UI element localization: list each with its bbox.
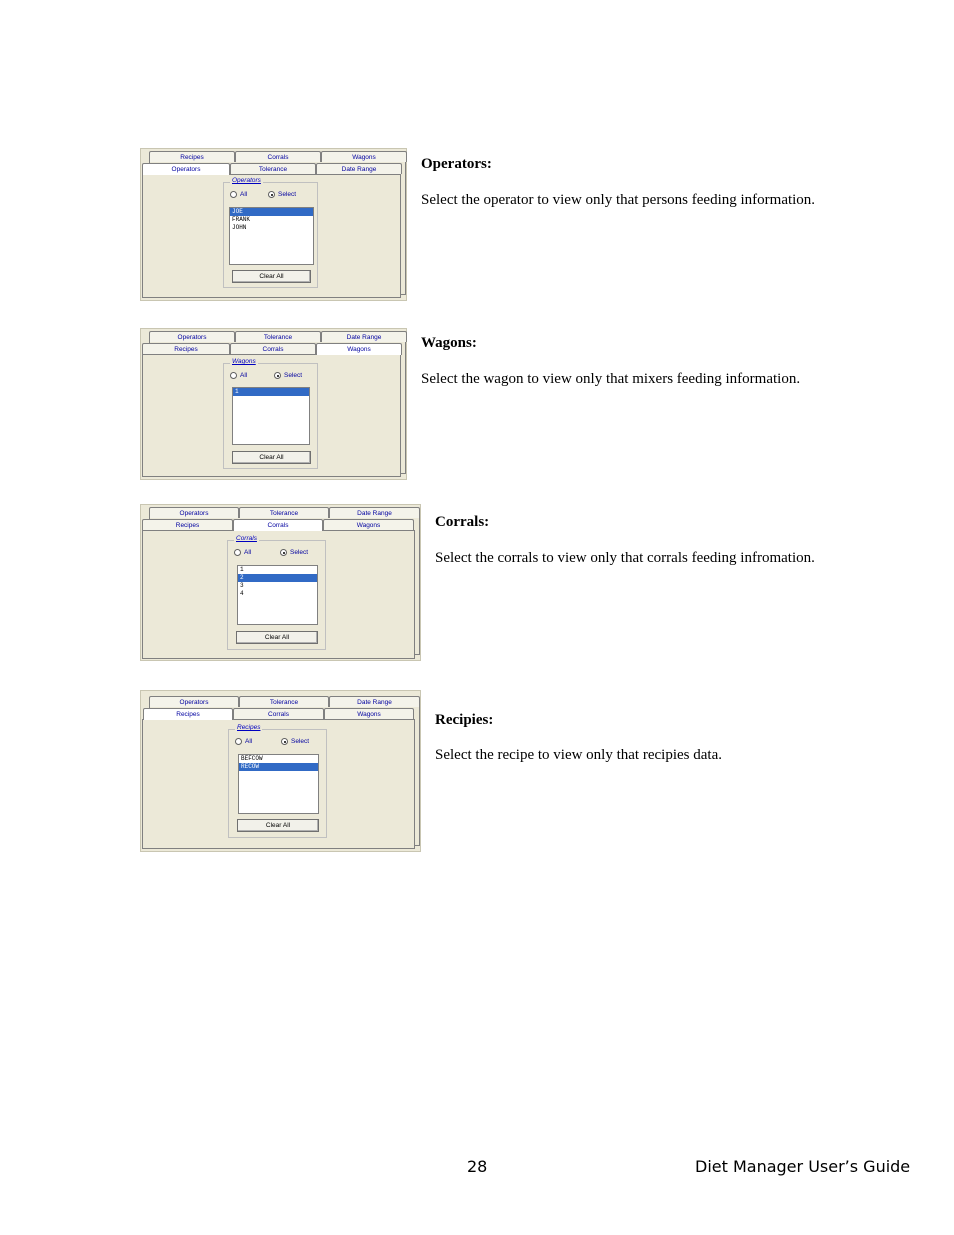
operators-group — [223, 177, 318, 288]
section-description: Select the wagon to view only that mixers feeding information. — [421, 371, 801, 387]
tab-wagons[interactable]: Wagons — [323, 519, 414, 530]
tab-row-front — [141, 343, 406, 355]
radio-select-label: Select — [284, 372, 303, 379]
list-item[interactable]: JOE — [230, 208, 313, 216]
radio-select-label: Select — [291, 738, 310, 745]
radio-all[interactable] — [230, 372, 247, 379]
list-item[interactable]: 2 — [238, 574, 317, 582]
radio-all[interactable] — [234, 549, 251, 556]
tab-operators[interactable]: Operators — [149, 507, 239, 518]
tab-row-front — [141, 708, 420, 720]
tab-row-back — [141, 331, 406, 343]
radio-all-dot[interactable] — [234, 549, 241, 556]
tab-wagons[interactable]: Wagons — [324, 708, 414, 719]
tab-wagons[interactable]: Wagons — [316, 343, 402, 355]
tab-row-front — [141, 163, 406, 175]
list-item[interactable]: 1 — [233, 388, 309, 396]
radio-all[interactable] — [235, 738, 252, 745]
operators-listbox[interactable] — [229, 207, 314, 265]
tab-tolerance[interactable]: Tolerance — [239, 507, 329, 518]
radio-row — [230, 372, 311, 382]
radio-select-label: Select — [278, 191, 297, 198]
corrals-listbox[interactable] — [237, 565, 318, 625]
radio-select-dot[interactable] — [268, 191, 275, 198]
section-heading: Operators: — [421, 156, 492, 172]
radio-row — [235, 738, 320, 748]
tab-row-back — [141, 151, 406, 163]
wagons-group — [223, 358, 318, 469]
radio-row — [234, 549, 319, 559]
tab-corrals[interactable]: Corrals — [235, 151, 321, 162]
section-heading: Corrals: — [435, 514, 490, 530]
section-description: Select the corrals to view only that corrals feeding infromation. — [435, 550, 815, 566]
section-heading: Recipies: — [435, 712, 494, 728]
radio-select-dot[interactable] — [281, 738, 288, 745]
tab-recipes[interactable]: Recipes — [142, 519, 233, 530]
tab-tolerance[interactable]: Tolerance — [230, 163, 316, 174]
tab-operators[interactable]: Operators — [142, 163, 230, 175]
group-title: Corrals — [236, 535, 257, 542]
tab-operators[interactable]: Operators — [149, 696, 239, 707]
group-title: Operators — [232, 177, 261, 184]
tab-recipes[interactable]: Recipes — [143, 708, 233, 720]
tab-wagons[interactable]: Wagons — [321, 151, 407, 162]
tab-date-range[interactable]: Date Range — [329, 507, 420, 518]
radio-all-dot[interactable] — [230, 191, 237, 198]
tab-recipes[interactable]: Recipes — [149, 151, 235, 162]
tab-corrals[interactable]: Corrals — [233, 519, 323, 531]
tab-row-back — [141, 507, 420, 519]
section-description: Select the recipe to view only that recipies data. — [435, 747, 722, 763]
radio-select-dot[interactable] — [280, 549, 287, 556]
recipes-listbox[interactable] — [238, 754, 319, 814]
clear-all-button[interactable]: Clear All — [232, 451, 311, 464]
screenshot-operators — [140, 148, 407, 301]
tab-date-range[interactable]: Date Range — [329, 696, 420, 707]
list-item[interactable]: 4 — [240, 590, 244, 597]
radio-all-label: All — [244, 549, 252, 556]
wagons-listbox[interactable] — [232, 387, 310, 445]
tab-row-back — [141, 696, 420, 708]
list-item[interactable]: RECOW — [239, 763, 318, 771]
group-title: Wagons — [232, 358, 256, 365]
radio-select[interactable] — [281, 738, 309, 745]
tab-tolerance[interactable]: Tolerance — [239, 696, 329, 707]
screenshot-wagons — [140, 328, 407, 480]
clear-all-button[interactable]: Clear All — [237, 819, 319, 832]
radio-select-label: Select — [290, 549, 309, 556]
radio-all-label: All — [245, 738, 253, 745]
screenshot-corrals — [140, 504, 421, 661]
tab-date-range[interactable]: Date Range — [316, 163, 402, 174]
tab-corrals[interactable]: Corrals — [233, 708, 324, 719]
guide-title: Diet Manager User’s Guide — [695, 1157, 911, 1176]
list-item[interactable]: FRANK — [232, 216, 251, 223]
tab-operators[interactable]: Operators — [149, 331, 235, 342]
clear-all-button[interactable]: Clear All — [232, 270, 311, 283]
section-heading: Wagons: — [421, 335, 477, 351]
recipes-group — [228, 724, 327, 838]
tab-row-front — [141, 519, 420, 531]
section-description: Select the operator to view only that persons feeding information. — [421, 192, 816, 208]
radio-all-label: All — [240, 372, 248, 379]
radio-select[interactable] — [274, 372, 302, 379]
screenshot-recipes — [140, 690, 421, 852]
list-item[interactable]: JOHN — [232, 224, 247, 231]
radio-all-dot[interactable] — [230, 372, 237, 379]
radio-select[interactable] — [268, 191, 296, 198]
tab-corrals[interactable]: Corrals — [230, 343, 316, 354]
radio-all-label: All — [240, 191, 248, 198]
corrals-group — [227, 535, 326, 650]
tab-date-range[interactable]: Date Range — [321, 331, 407, 342]
radio-select[interactable] — [280, 549, 308, 556]
list-item[interactable]: 3 — [240, 582, 244, 589]
clear-all-button[interactable]: Clear All — [236, 631, 318, 644]
list-item[interactable]: BEFCOW — [241, 755, 263, 762]
radio-select-dot[interactable] — [274, 372, 281, 379]
list-item[interactable]: 1 — [240, 566, 244, 573]
radio-all-dot[interactable] — [235, 738, 242, 745]
group-title: Recipes — [237, 724, 261, 731]
radio-all[interactable] — [230, 191, 247, 198]
radio-row — [230, 191, 311, 201]
tab-recipes[interactable]: Recipes — [142, 343, 230, 354]
tab-tolerance[interactable]: Tolerance — [235, 331, 321, 342]
page-number: 28 — [467, 1157, 488, 1176]
